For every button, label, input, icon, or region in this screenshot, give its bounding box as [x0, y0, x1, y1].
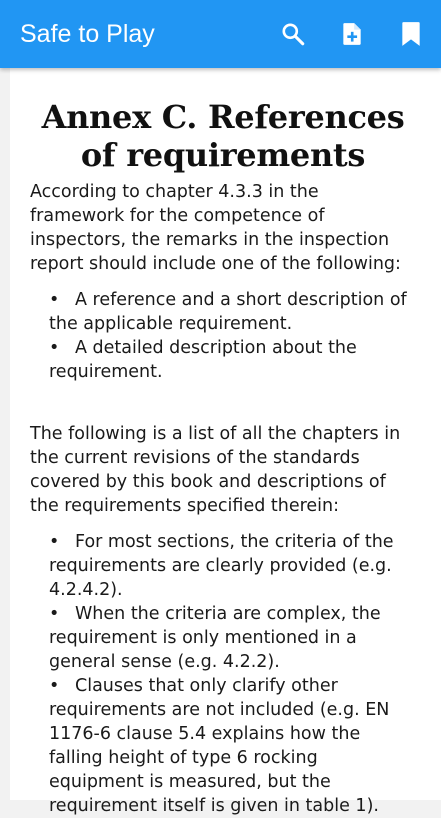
- list-item-text: Clauses that only clarify other requirements are not included (e.g. EN 1176-6 clause 5.4 explains how the falling height of type 6 rocking equipment is measured, but the requirement itself is given in table 1).: [49, 676, 390, 816]
- list-item-text: A reference and a short description of the applicable requirement.: [49, 290, 407, 334]
- list-item-text: For most sections, the criteria of the requirements are clearly provided (e.g. 4.2.4.2).: [49, 532, 394, 600]
- page-title: Annex C. References of requirements: [41, 98, 405, 174]
- list-item: [49, 336, 416, 384]
- intro-paragraph: According to chapter 4.3.3 in the framework for the competence of inspectors, the remarks in the inspection report should include one of the following:: [30, 182, 401, 274]
- bookmark-button[interactable]: [395, 18, 427, 50]
- page-content[interactable]: [10, 68, 441, 816]
- list-item: [49, 674, 416, 818]
- chapters-paragraph: The following is a list of all the chapters in the current revisions of the standards covered by this book and descriptions of the requirements specified therein:: [30, 424, 401, 516]
- list-item-text: When the criteria are complex, the requirement is only mentioned in a general sense (e.g. 4.2.2).: [49, 604, 381, 672]
- search-button[interactable]: [277, 18, 309, 50]
- search-icon: [280, 21, 306, 47]
- bullet: •: [49, 676, 60, 696]
- list-item-text: A detailed description about the requirement.: [49, 338, 357, 382]
- bookmark-icon: [399, 21, 423, 47]
- add-document-icon: [339, 21, 365, 47]
- criteria-notes-list: [30, 530, 416, 818]
- list-item: [49, 288, 416, 336]
- requirement-options-list: [30, 288, 416, 384]
- list-item: [49, 602, 416, 674]
- bullet: •: [49, 604, 60, 624]
- app-bar: [0, 0, 441, 68]
- list-item: [49, 530, 416, 602]
- add-document-button[interactable]: [336, 18, 368, 50]
- article: [30, 68, 416, 818]
- app-title: Safe to Play: [20, 20, 155, 48]
- bullet: •: [49, 532, 60, 552]
- bullet: •: [49, 338, 60, 358]
- bullet: •: [49, 290, 60, 310]
